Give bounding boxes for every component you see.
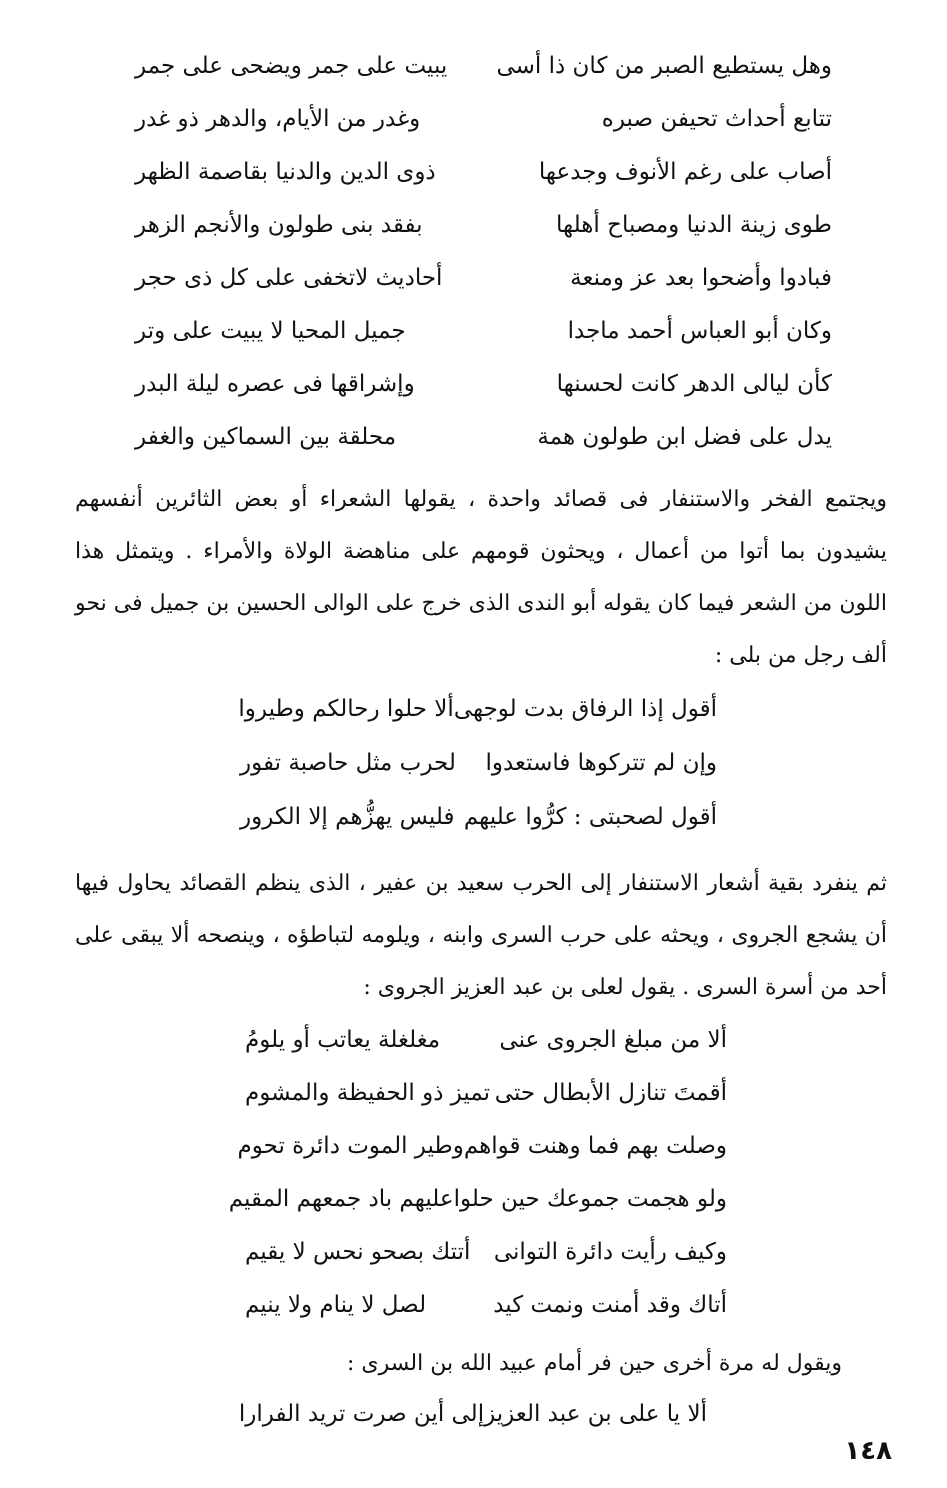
verse-line	[228, 1173, 727, 1226]
verse-second-hemistich: أحاديث لاتخفى على كل ذى حجر	[135, 265, 443, 291]
verse-second-hemistich: لحرب مثل حاصبة تفور	[240, 750, 456, 776]
verse-line	[135, 305, 832, 358]
verse-first-hemistich: أصاب على رغم الأنوف وجدعها	[538, 159, 832, 185]
verse-first-hemistich: وكان أبو العباس أحمد ماجدا	[567, 318, 832, 344]
verse-line	[135, 358, 832, 411]
verse-first-hemistich: وإن لم تتركوها فاستعدوا	[485, 750, 717, 776]
verse-second-hemistich: مغلغلة يعاتب أو يلومُ	[245, 1027, 441, 1053]
verse-line	[238, 1388, 707, 1441]
poem-lament-ibn-tulun	[75, 40, 887, 464]
verse-line	[245, 1014, 727, 1067]
verse-first-hemistich: وهل يستطيع الصبر من كان ذا أسى	[496, 53, 832, 79]
verse-line	[245, 1226, 727, 1279]
verse-line	[237, 1120, 727, 1173]
verse-first-hemistich: أقول إذا الرفاق بدت لوجهى	[453, 696, 717, 722]
verse-line	[245, 1279, 727, 1332]
verse-second-hemistich: إلى أين صرت تريد الفرارا	[238, 1401, 485, 1427]
verse-second-hemistich: فليس يهزُّهم إلا الكرور	[240, 804, 455, 830]
prose-paragraph: ويجتمع الفخر والاستنفار فى قصائد واحدة ، يقولها الشعراء أو بعض الثائرين أنفسهم يشيدون بما أتوا من أعمال ، ويحثون قومهم على مناهضة الولاة والأمراء . ويتمثل هذا اللون من الشعر فيما كان يقوله أبو الندى الذى خرج على الوالى الحسين بن جميل فى نحو ألف رجل من بلى :	[75, 487, 887, 668]
poem-abu-al-nada	[75, 682, 887, 844]
verse-first-hemistich: يدل على فضل ابن طولون همة	[537, 424, 832, 450]
verse-first-hemistich: ألا من مبلغ الجروى عنى	[499, 1027, 727, 1053]
verse-second-hemistich: عليهم باد جمعهم المقيم	[228, 1186, 454, 1212]
page-number: ١٤٨	[844, 1436, 892, 1466]
verse-first-hemistich: أتاك وقد أمنت ونمت كيد	[493, 1292, 727, 1318]
poem-said-ibn-ufayr	[75, 1014, 887, 1332]
verse-line	[135, 199, 832, 252]
verse-first-hemistich: تتابع أحداث تحيفن صبره	[601, 106, 832, 132]
verse-second-hemistich: محلقة بين السماكين والغفر	[135, 424, 397, 450]
verse-second-hemistich: لصل لا ينام ولا ينيم	[245, 1292, 427, 1318]
verse-first-hemistich: كأن ليالى الدهر كانت لحسنها	[556, 371, 832, 397]
verse-second-hemistich: يبيت على جمر ويضحى على جمر	[135, 53, 448, 79]
verse-line	[240, 736, 717, 790]
verse-second-hemistich: وطير الموت دائرة تحوم	[237, 1133, 464, 1159]
verse-second-hemistich: تميز ذو الحفيظة والمشوم	[245, 1080, 491, 1106]
verse-first-hemistich: وصلت بهم فما وهنت قواهم	[463, 1133, 727, 1159]
verse-first-hemistich: فبادوا وأضحوا بعد عز ومنعة	[570, 265, 832, 291]
verse-second-hemistich: وإشراقها فى عصره ليلة البدر	[135, 371, 415, 397]
verse-line	[135, 146, 832, 199]
verse-second-hemistich: ألا حلوا رحالكم وطيروا	[238, 696, 454, 722]
verse-second-hemistich: أتتك بصحو نحس لا يقيم	[245, 1239, 471, 1265]
verse-second-hemistich: جميل المحيا لا يبيت على وتر	[135, 318, 406, 344]
verse-line	[135, 40, 832, 93]
verse-first-hemistich: أقمتَ تنازل الأبطال حتى	[494, 1080, 727, 1106]
verse-line	[245, 1067, 727, 1120]
verse-line	[135, 252, 832, 305]
verse-first-hemistich: ولو هجمت جموعك حين حلوا	[453, 1186, 727, 1212]
verse-first-hemistich: وكيف رأيت دائرة التوانى	[493, 1239, 727, 1265]
verse-line	[240, 682, 717, 736]
verse-second-hemistich: وغدر من الأيام، والدهر ذو غدر	[135, 106, 421, 132]
verse-first-hemistich: طوى زينة الدنيا ومصباح أهلها	[556, 212, 832, 238]
verse-first-hemistich: أقول لصحبتى : كرُّوا عليهم	[463, 804, 717, 830]
verse-second-hemistich: بفقد بنى طولون والأنجم الزهر	[135, 212, 423, 238]
prose-paragraph: ثم ينفرد بقية أشعار الاستنفار إلى الحرب سعيد بن عفير ، الذى ينظم القصائد يحاول فيها أن يشجع الجروى ، ويحثه على حرب السرى وابنه ، ويلومه لتباطؤه ، وينصحه ألا يبقى على أحد من أسرة السرى . يقول لعلى بن عبد العزيز الجروى :	[75, 871, 887, 1000]
prose-paragraph: ويقول له مرة أخرى حين فر أمام عبيد الله بن السرى :	[347, 1351, 842, 1376]
poem-to-ali-ibn-abd-al-aziz	[75, 1388, 887, 1441]
verse-second-hemistich: ذوى الدين والدنيا بقاصمة الظهر	[135, 159, 436, 185]
verse-line	[135, 93, 832, 146]
verse-line	[135, 411, 832, 464]
verse-first-hemistich: ألا يا على بن عبد العزيز	[484, 1401, 707, 1427]
verse-line	[240, 790, 717, 844]
